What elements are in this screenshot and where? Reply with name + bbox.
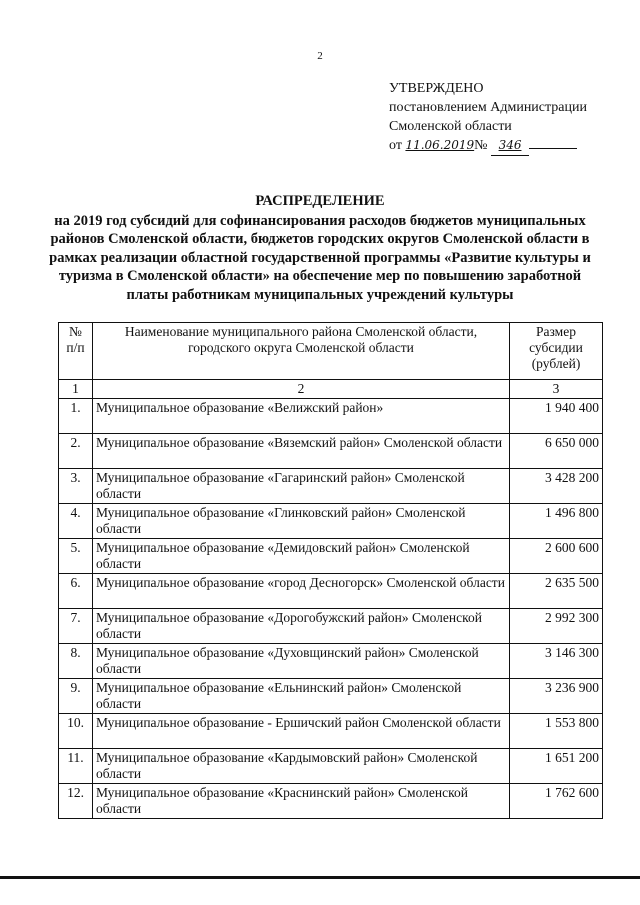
header-amount: Размер субсидии (рублей) bbox=[510, 323, 603, 380]
row-amount: 1 553 800 bbox=[510, 714, 603, 749]
table-header-row bbox=[59, 323, 603, 380]
row-name: Муниципальное образование «Кардымовский район» Смоленской области bbox=[93, 749, 510, 784]
row-number: 12. bbox=[59, 784, 93, 819]
table-row bbox=[59, 784, 603, 819]
row-amount: 2 992 300 bbox=[510, 609, 603, 644]
title-subtitle: на 2019 год субсидий для софинансирования расходов бюджетов муниципальных районов Смоленской области, бюджетов городских округов Смоленской области в рамках реализации областной государственной программы «Развитие культуры и туризма в Смоленской области» на обеспечение мер по повышению заработной платы работникам муниципальных учреждений культуры bbox=[49, 212, 591, 303]
table-row bbox=[59, 469, 603, 504]
row-number: 4. bbox=[59, 504, 93, 539]
row-amount: 2 600 600 bbox=[510, 539, 603, 574]
row-name: Муниципальное образование «Глинковский район» Смоленской области bbox=[93, 504, 510, 539]
handwritten-number: 346 bbox=[491, 136, 529, 156]
row-amount: 1 651 200 bbox=[510, 749, 603, 784]
row-number: 6. bbox=[59, 574, 93, 609]
row-name: Муниципальное образование «город Десногорск» Смоленской области bbox=[93, 574, 510, 609]
row-name: Муниципальное образование «Духовщинский район» Смоленской области bbox=[93, 644, 510, 679]
distribution-table bbox=[58, 322, 603, 819]
row-amount: 1 762 600 bbox=[510, 784, 603, 819]
row-name: Муниципальное образование «Вяземский район» Смоленской области bbox=[93, 434, 510, 469]
row-amount: 1 940 400 bbox=[510, 399, 603, 434]
row-name: Муниципальное образование «Гагаринский район» Смоленской области bbox=[93, 469, 510, 504]
row-number: 1. bbox=[59, 399, 93, 434]
row-number: 7. bbox=[59, 609, 93, 644]
row-amount: 1 496 800 bbox=[510, 504, 603, 539]
number-sign: № bbox=[474, 138, 488, 153]
row-amount: 6 650 000 bbox=[510, 434, 603, 469]
approval-block bbox=[389, 79, 629, 156]
row-number: 2. bbox=[59, 434, 93, 469]
bottom-rule bbox=[0, 876, 640, 879]
table-row bbox=[59, 749, 603, 784]
table-row bbox=[59, 609, 603, 644]
column-number: 2 bbox=[93, 380, 510, 399]
row-name: Муниципальное образование «Дорогобужский район» Смоленской области bbox=[93, 609, 510, 644]
row-name: Муниципальное образование «Велижский район» bbox=[93, 399, 510, 434]
table-row bbox=[59, 539, 603, 574]
table-row bbox=[59, 679, 603, 714]
approval-line-2: постановлением Администрации bbox=[389, 100, 587, 115]
title-heading: РАСПРЕДЕЛЕНИЕ bbox=[255, 193, 385, 209]
table-row bbox=[59, 574, 603, 609]
row-name: Муниципальное образование «Краснинский район» Смоленской области bbox=[93, 784, 510, 819]
row-number: 9. bbox=[59, 679, 93, 714]
table-row bbox=[59, 399, 603, 434]
table-row bbox=[59, 504, 603, 539]
approval-title: УТВЕРЖДЕНО bbox=[389, 81, 484, 96]
column-number: 3 bbox=[510, 380, 603, 399]
row-number: 10. bbox=[59, 714, 93, 749]
row-number: 11. bbox=[59, 749, 93, 784]
header-name: Наименование муниципального района Смоленской области, городского округа Смоленской области bbox=[93, 323, 510, 380]
table-row bbox=[59, 644, 603, 679]
row-number: 5. bbox=[59, 539, 93, 574]
row-name: Муниципальное образование «Демидовский район» Смоленской области bbox=[93, 539, 510, 574]
handwritten-date: 11.06.2019 bbox=[405, 138, 475, 152]
page-number: 2 bbox=[317, 50, 323, 62]
row-amount: 3 146 300 bbox=[510, 644, 603, 679]
row-name: Муниципальное образование «Ельнинский район» Смоленской области bbox=[93, 679, 510, 714]
row-amount: 2 635 500 bbox=[510, 574, 603, 609]
table-row bbox=[59, 434, 603, 469]
column-number-row bbox=[59, 380, 603, 399]
column-number: 1 bbox=[59, 380, 93, 399]
document-title bbox=[40, 192, 600, 304]
row-amount: 3 428 200 bbox=[510, 469, 603, 504]
row-number: 3. bbox=[59, 469, 93, 504]
row-amount: 3 236 900 bbox=[510, 679, 603, 714]
row-number: 8. bbox=[59, 644, 93, 679]
table-row bbox=[59, 714, 603, 749]
row-name: Муниципальное образование - Ершичский район Смоленской области bbox=[93, 714, 510, 749]
date-prefix: от bbox=[389, 138, 402, 153]
approval-line-3: Смоленской области bbox=[389, 119, 512, 134]
approval-date-line bbox=[389, 136, 629, 156]
header-number: № п/п bbox=[59, 323, 93, 380]
